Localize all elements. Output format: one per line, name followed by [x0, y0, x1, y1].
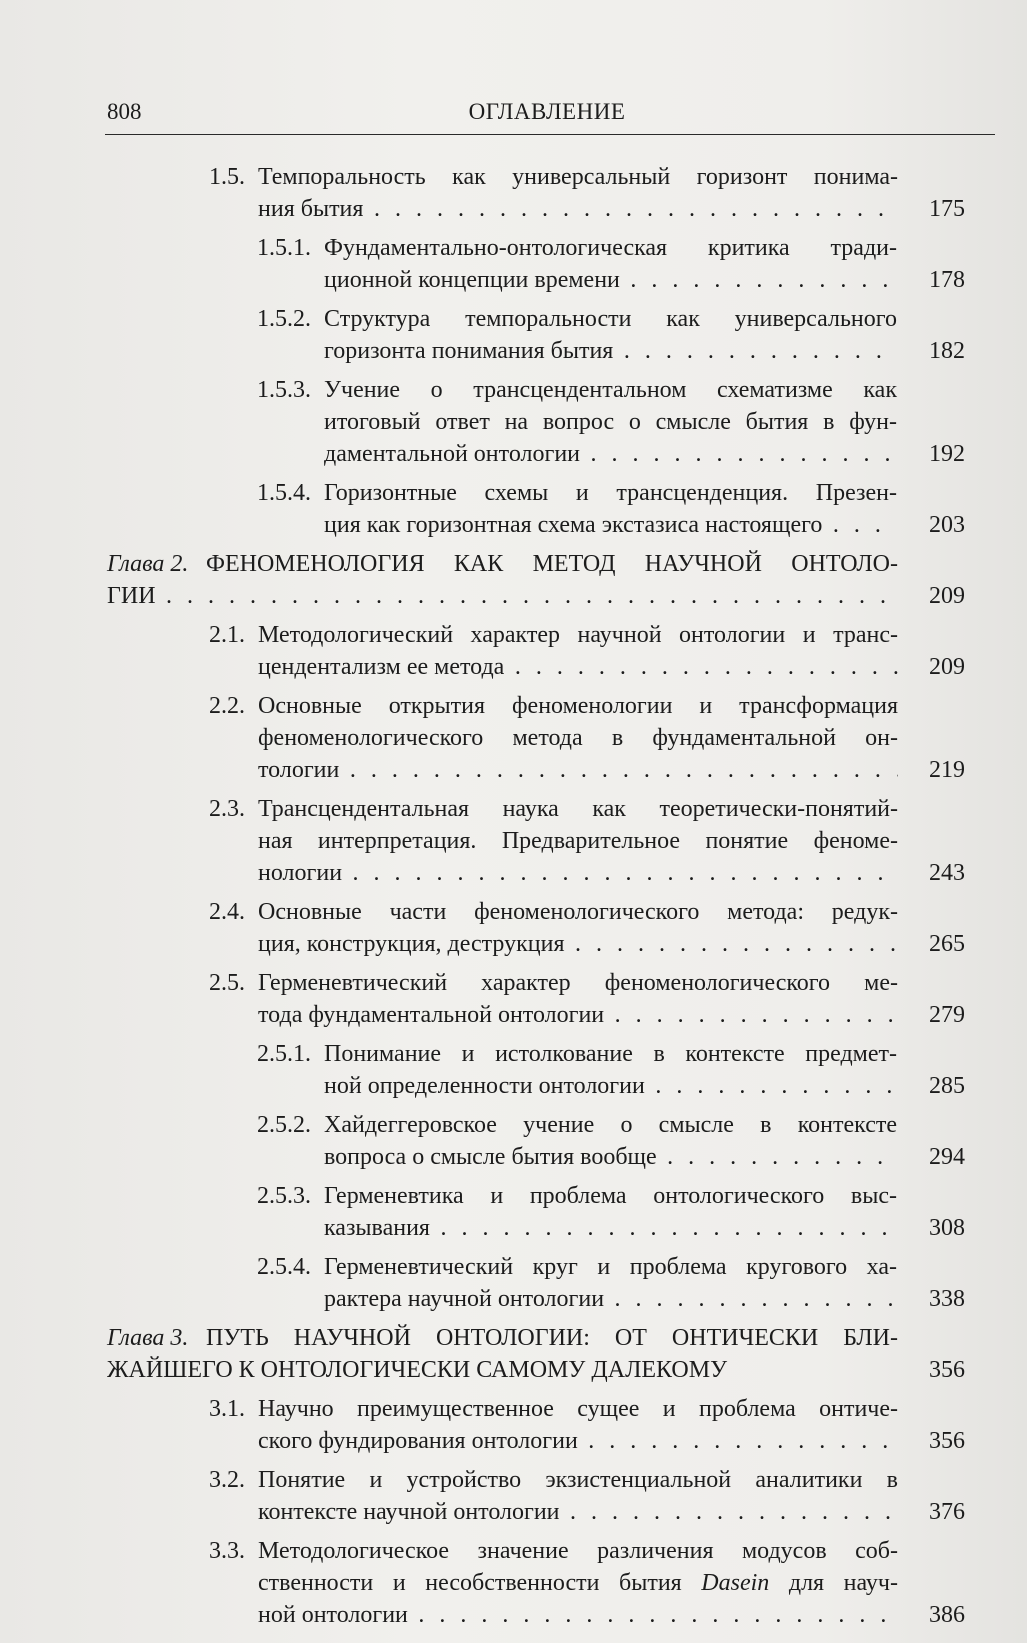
toc-entry-title	[324, 374, 897, 470]
toc-entry-line: Основные части феноменологического метода: редук-	[258, 899, 898, 925]
toc-entry-line: Фундаментально-онтологическая критика тради-	[324, 235, 897, 261]
toc-entry-line: вопроса о смысле бытия вообще . . .	[324, 1141, 897, 1173]
toc-entry-line: даментальной онтологии . . .	[324, 438, 897, 470]
toc-entry-title	[324, 303, 897, 367]
toc-page-number: 265	[929, 931, 965, 957]
header-rule	[105, 134, 995, 135]
running-title: ОГЛАВЛЕНИЕ	[468, 99, 626, 124]
toc-entry-title	[324, 477, 897, 541]
toc-entry-title	[324, 1038, 897, 1102]
toc-entry-line: Темпоральность как универсальный горизонт понима-	[258, 164, 898, 190]
toc-entry-line: ского фундирования онтологии . . .	[258, 1425, 898, 1457]
toc-entry[interactable]	[0, 232, 1027, 296]
toc-entry-number: 3.3.	[209, 1538, 245, 1564]
toc-page-number: 192	[929, 441, 965, 467]
toc-page-number: 203	[929, 512, 965, 538]
toc-entry[interactable]	[0, 1464, 1027, 1528]
toc-entry-line: контексте научной онтологии . . .	[258, 1496, 898, 1528]
toc-entry[interactable]	[0, 793, 1027, 889]
toc-entry-number: Глава 2.	[107, 551, 189, 577]
toc-entry[interactable]	[0, 1251, 1027, 1315]
toc-entry-number: 1.5.2.	[257, 306, 311, 332]
toc-entry[interactable]	[0, 1038, 1027, 1102]
toc-entry-line: ЖАЙШЕГО К ОНТОЛОГИЧЕСКИ САМОМУ ДАЛЕКОМУ	[107, 1357, 728, 1383]
toc-entry-line: Горизонтные схемы и трансценденция. Презен-	[324, 480, 897, 506]
toc-entry-number: 2.2.	[209, 693, 245, 719]
toc-entry-number: 1.5.1.	[257, 235, 311, 261]
toc-entry-line: Основные открытия феноменологии и трансформация	[258, 693, 898, 719]
toc-entry-line: ция как горизонтная схема экстазиса настоящего . . .	[324, 509, 897, 541]
toc-entry-line: Герменевтический круг и проблема кругового ха-	[324, 1254, 897, 1280]
toc-entry[interactable]	[0, 690, 1027, 786]
toc-entry-title	[107, 548, 898, 612]
toc-entry-line: Структура темпоральности как универсального	[324, 306, 897, 332]
toc-entry-line: Методологическое значение различения модусов соб-	[258, 1538, 898, 1564]
toc-entry[interactable]	[0, 967, 1027, 1031]
toc-page-number: 308	[929, 1215, 965, 1241]
toc-entry-number: 1.5.	[209, 164, 245, 190]
toc-entry-line: ния бытия . . .	[258, 193, 898, 225]
toc-page-number: 376	[929, 1499, 965, 1525]
toc-entry-line: ственности и несобственности бытия Dasein для науч-	[258, 1570, 898, 1596]
toc-entry-title	[324, 1180, 897, 1244]
toc-entry-number: 2.4.	[209, 899, 245, 925]
toc-entry-line: Научно преимущественное сущее и проблема онтиче-	[258, 1396, 898, 1422]
toc-entry-title	[258, 1535, 898, 1631]
toc-entry[interactable]	[0, 374, 1027, 470]
toc-entry[interactable]	[0, 161, 1027, 225]
toc-page-number: 243	[929, 860, 965, 886]
toc-entry-title	[324, 232, 897, 296]
toc-entry-line: итоговый ответ на вопрос о смысле бытия в фун-	[324, 409, 897, 435]
toc-entry-line: Хайдеггеровское учение о смысле в контексте	[324, 1112, 897, 1138]
toc-entry-line: тода фундаментальной онтологии . . .	[258, 999, 898, 1031]
toc-entry[interactable]	[0, 1393, 1027, 1457]
toc-entry-line: ной определенности онтологии . . .	[324, 1070, 897, 1102]
toc-entry-line: ФЕНОМЕНОЛОГИЯ КАК МЕТОД НАУЧНОЙ ОНТОЛО-	[206, 551, 898, 577]
toc-entry-number: 2.5.2.	[257, 1112, 311, 1138]
toc-page-number: 356	[929, 1428, 965, 1454]
toc-entry-line: Учение о трансцендентальном схематизме как	[324, 377, 897, 403]
toc-entry-number: 2.1.	[209, 622, 245, 648]
toc-entry-title	[324, 1251, 897, 1315]
toc-entry-title	[258, 690, 898, 786]
toc-entry-line: цендентализм ее метода . . .	[258, 651, 898, 683]
page-number: 808	[107, 99, 142, 124]
toc-entry[interactable]	[0, 477, 1027, 541]
toc-entry-title	[107, 1322, 898, 1386]
toc-page-number: 178	[929, 267, 965, 293]
toc-page-number: 279	[929, 1002, 965, 1028]
toc-entry-title	[324, 1109, 897, 1173]
toc-entry-number: Глава 3.	[107, 1325, 189, 1351]
toc-entry[interactable]	[0, 619, 1027, 683]
toc-page-number: 338	[929, 1286, 965, 1312]
toc-entry-line: рактера научной онтологии . . .	[324, 1283, 897, 1315]
toc-entry-number: 1.5.3.	[257, 377, 311, 403]
toc-entry-number: 2.5.3.	[257, 1183, 311, 1209]
toc-entry-title	[258, 619, 898, 683]
toc-page-number: 356	[929, 1357, 965, 1383]
toc-entry-line: Герменевтика и проблема онтологического выс-	[324, 1183, 897, 1209]
toc-entry-line: ционной концепции времени . . .	[324, 264, 897, 296]
toc-entry-line: ПУТЬ НАУЧНОЙ ОНТОЛОГИИ: ОТ ОНТИЧЕСКИ БЛИ-	[206, 1325, 898, 1351]
toc-entry-title	[258, 1464, 898, 1528]
toc-entry-line: ГИИ . . .	[107, 580, 898, 612]
toc-entry-line: горизонта понимания бытия . . .	[324, 335, 897, 367]
toc-entry-number: 2.3.	[209, 796, 245, 822]
toc-chapter[interactable]	[0, 548, 1027, 612]
toc-entry[interactable]	[0, 303, 1027, 367]
toc-entry[interactable]	[0, 896, 1027, 960]
toc-entry[interactable]	[0, 1180, 1027, 1244]
toc-chapter[interactable]	[0, 1322, 1027, 1386]
toc-entry-title	[258, 896, 898, 960]
toc-entry-title	[258, 967, 898, 1031]
toc-entry-title	[258, 1393, 898, 1457]
toc-entry-line: ной онтологии . . .	[258, 1599, 898, 1631]
toc-entry-line: Понятие и устройство экзистенциальной аналитики в	[258, 1467, 898, 1493]
toc-entry-number: 2.5.	[209, 970, 245, 996]
toc-entry-number: 2.5.1.	[257, 1041, 311, 1067]
toc-page-number: 182	[929, 338, 965, 364]
toc-entry-line: нологии . . .	[258, 857, 898, 889]
toc-entry-line: Трансцендентальная наука как теоретически-понятий-	[258, 796, 898, 822]
table-of-contents	[0, 161, 1027, 1638]
toc-page-number: 285	[929, 1073, 965, 1099]
toc-entry-number: 1.5.4.	[257, 480, 311, 506]
toc-entry-line: Герменевтический характер феноменологического ме-	[258, 970, 898, 996]
toc-entry-line: Понимание и истолкование в контексте предмет-	[324, 1041, 897, 1067]
toc-entry-number: 3.1.	[209, 1396, 245, 1422]
toc-page-number: 294	[929, 1144, 965, 1170]
toc-entry-line: тологии . . .	[258, 754, 898, 786]
toc-page-number: 175	[929, 196, 965, 222]
toc-entry-line: ция, конструкция, деструкция . . .	[258, 928, 898, 960]
toc-page-number: 209	[929, 654, 965, 680]
toc-entry-number: 3.2.	[209, 1467, 245, 1493]
toc-entry-number: 2.5.4.	[257, 1254, 311, 1280]
toc-entry-line: ная интерпретация. Предварительное понятие феноме-	[258, 828, 898, 854]
toc-page-number: 219	[929, 757, 965, 783]
toc-entry-line: Методологический характер научной онтологии и транс-	[258, 622, 898, 648]
toc-entry-title	[258, 161, 898, 225]
toc-entry[interactable]	[0, 1535, 1027, 1631]
toc-page-number: 209	[929, 583, 965, 609]
toc-entry-line: казывания . . .	[324, 1212, 897, 1244]
toc-page-number: 386	[929, 1602, 965, 1628]
toc-entry-title	[258, 793, 898, 889]
toc-entry-line: феноменологического метода в фундаментальной он-	[258, 725, 898, 751]
toc-entry[interactable]	[0, 1109, 1027, 1173]
